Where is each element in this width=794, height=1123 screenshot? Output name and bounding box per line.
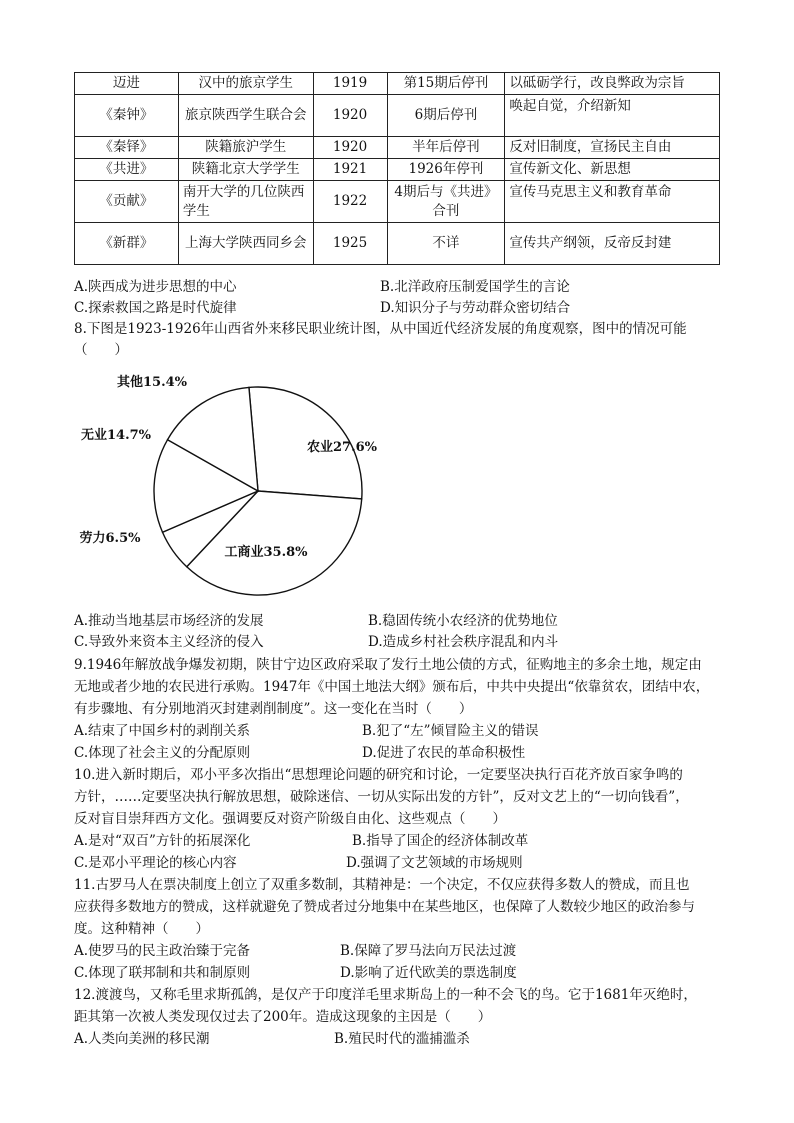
q12-stem-line1: 12.渡渡鸟，又称毛里求斯孤鸽，是仅产于印度洋毛里求斯岛上的一种不会飞的鸟。它于1681年灭绝时， [74,987,697,1003]
q12-option-b[interactable]: B.殖民时代的滥捕滥杀 [334,1031,470,1047]
migrant-occupation-pie-chart [70,366,490,596]
q8-option-a[interactable]: A.推动当地基层市场经济的发展 [74,613,264,629]
table-row [75,137,720,159]
q9-option-a[interactable]: A.结束了中国乡村的剥削关系 [74,723,251,739]
q7-option-d[interactable]: D.知识分子与劳动群众密切结合 [380,300,571,316]
q10-stem-line3: 反对盲目崇拜西方文化。强调要反对资产阶级自由化、这些观点（ ） [74,811,506,827]
journal-purpose: 宣传新文化、新思想 [505,159,720,181]
journal-status: 1926年停刊 [387,159,505,181]
journal-status: 6期后停刊 [387,95,505,137]
table-row [75,95,720,137]
journal-purpose: 反对旧制度，宣扬民主自由 [505,137,720,159]
q11-stem-line2: 应获得多数地方的赞成，这样就避免了赞成者过分地集中在某些地区，也保障了人数较少地区的政治参与 [74,899,695,915]
journal-founder: 上海大学陕西同乡会 [178,223,313,265]
q9-stem-line1: 9.1946年解放战争爆发初期，陕甘宁边区政府采取了发行土地公债的方式，征购地主的多余土地，规定由 [74,657,702,673]
q9-option-d[interactable]: D.促进了农民的革命积极性 [362,745,526,761]
q8-stem-line2: （ ） [74,342,128,358]
journal-name: 《秦钟》 [75,95,179,137]
pie-slice-label: 其他15.4% [116,375,188,390]
q10-option-a[interactable]: A.是对“双百”方针的拓展深化 [74,833,251,849]
journal-name: 《新群》 [75,223,179,265]
journal-year: 1920 [313,137,387,159]
table-row [75,73,720,95]
q9-option-c[interactable]: C.体现了社会主义的分配原则 [74,745,251,761]
journals-table [74,72,720,265]
journal-purpose: 宣传共产纲领，反帝反封建 [505,223,720,265]
journal-name: 《共进》 [75,159,179,181]
q11-option-d[interactable]: D.影响了近代欧美的票选制度 [340,965,517,981]
journal-name: 《贡献》 [75,181,179,223]
q10-option-c[interactable]: C.是邓小平理论的核心内容 [74,855,237,871]
journal-purpose: 以砥砺学行，改良弊政为宗旨 [505,73,720,95]
journal-year: 1921 [313,159,387,181]
q10-stem-line1: 10.进入新时期后，邓小平多次指出“思想理论问题的研究和讨论，一定要坚决执行百花齐放百家争鸣的 [74,767,683,783]
journal-year: 1920 [313,95,387,137]
q8-option-c[interactable]: C.导致外来资本主义经济的侵入 [74,634,264,650]
q9-stem-line3: 有步骤地、有分别地消灭封建剥削制度”。这一变化在当时（ ） [74,701,473,717]
pie-slice-label: 农业27.6% [306,440,378,455]
q10-option-b[interactable]: B.指导了国企的经济体制改革 [352,833,529,849]
pie-slice-label: 无业14.7% [80,428,152,443]
q12-option-a[interactable]: A.人类向美洲的移民潮 [74,1031,210,1047]
q12-stem-line2: 距其第一次被人类发现仅过去了200年。造成这现象的主因是（ ） [74,1009,492,1025]
pie-slice-label: 工商业35.8% [224,545,308,560]
journal-founder: 汉中的旅京学生 [178,73,313,95]
table-row [75,223,720,265]
q11-option-b[interactable]: B.保障了罗马法向万民法过渡 [340,943,517,959]
journal-status: 4期后与《共进》合刊 [387,181,505,223]
q11-stem-line3: 度。这种精神（ ） [74,921,209,937]
journal-purpose: 唤起自觉，介绍新知 [505,95,720,137]
q9-option-b[interactable]: B.犯了“左”倾冒险主义的错误 [362,723,539,739]
table-row [75,159,720,181]
journal-founder: 旅京陕西学生联合会 [178,95,313,137]
journal-year: 1919 [313,73,387,95]
journal-status: 第15期后停刊 [387,73,505,95]
journal-founder: 陕籍北京大学学生 [178,159,313,181]
pie-svg [70,366,490,596]
q10-option-d[interactable]: D.强调了文艺领域的市场规则 [346,855,523,871]
q8-option-b[interactable]: B.稳固传统小农经济的优势地位 [368,613,558,629]
journal-name: 《秦铎》 [75,137,179,159]
q10-stem-line2: 方针，……定要坚决执行解放思想，破除迷信、一切从实际出发的方针”，反对文艺上的“一切向钱看”， [74,789,689,805]
journal-founder: 南开大学的几位陕西学生 [178,181,313,223]
q11-stem-line1: 11.古罗马人在票决制度上创立了双重多数制，其精神是：一个决定，不仅应获得多数人的赞成，而且也 [74,877,690,893]
q7-option-b[interactable]: B.北洋政府压制爱国学生的言论 [380,279,570,295]
journal-year: 1925 [313,223,387,265]
q11-option-a[interactable]: A.使罗马的民主政治臻于完备 [74,943,251,959]
journal-purpose: 宣传马克思主义和教育革命 [505,181,720,223]
q8-option-d[interactable]: D.造成乡村社会秩序混乱和内斗 [368,634,559,650]
q11-option-c[interactable]: C.体现了联邦制和共和制原则 [74,965,251,981]
journal-status: 不详 [387,223,505,265]
q9-stem-line2: 无地或者少地的农民进行承购。1947年《中国土地法大纲》颁布后，中共中央提出“依靠贫农，团结中农， [74,679,710,695]
journal-year: 1922 [313,181,387,223]
q7-option-c[interactable]: C.探索救国之路是时代旋律 [74,300,237,316]
table-row [75,181,720,223]
journal-status: 半年后停刊 [387,137,505,159]
pie-slice-label: 劳力6.5% [79,531,141,546]
q8-stem-line1: 8.下图是1923-1926年山西省外来移民职业统计图，从中国近代经济发展的角度观察，图中的情况可能 [74,321,687,337]
q7-option-a[interactable]: A.陕西成为进步思想的中心 [74,279,237,295]
journal-founder: 陕籍旅沪学生 [178,137,313,159]
journal-name: 迈进 [75,73,179,95]
